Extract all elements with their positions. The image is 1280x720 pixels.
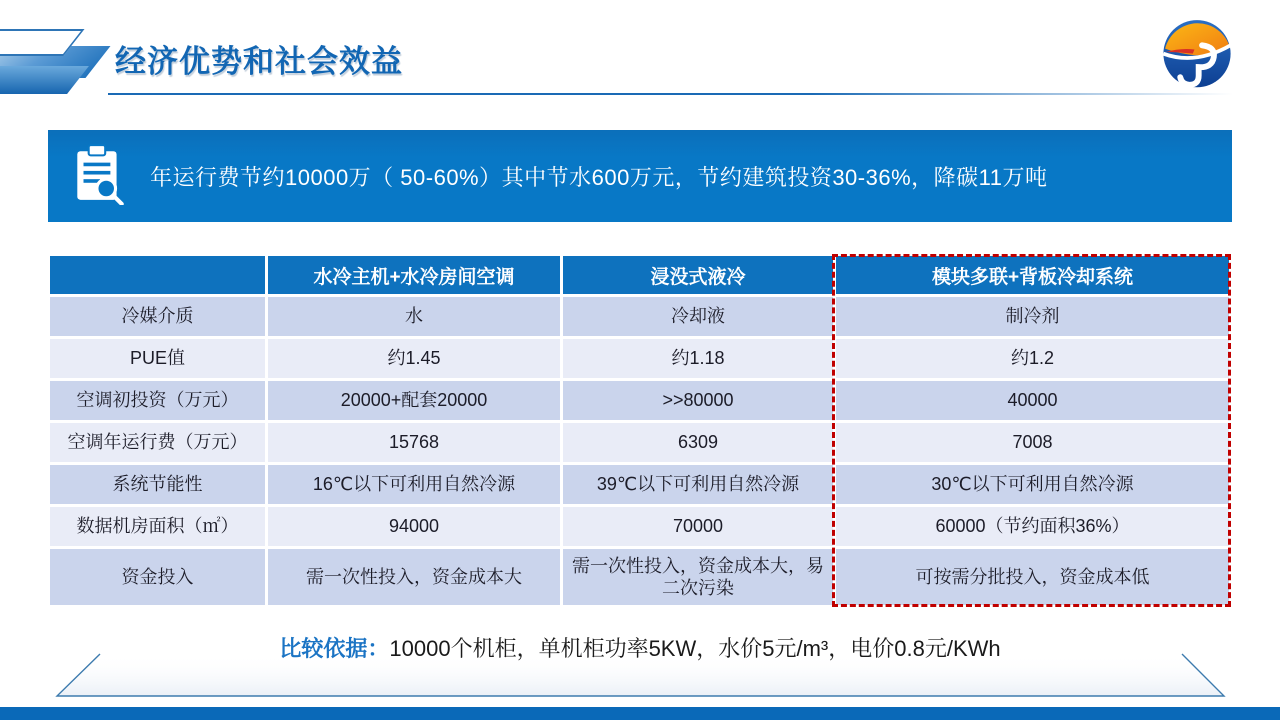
table-cell: 制冷剂	[836, 297, 1229, 336]
table-cell: 约1.2	[836, 339, 1229, 378]
row-label: 系统节能性	[50, 465, 265, 504]
table-cell: 15768	[268, 423, 560, 462]
table-row	[50, 465, 1229, 504]
table-row	[50, 549, 1229, 605]
clipboard-search-icon	[72, 143, 126, 210]
table-cell: 冷却液	[563, 297, 833, 336]
row-label: 资金投入	[50, 549, 265, 605]
table-cell: 40000	[836, 381, 1229, 420]
table-cell: 需一次性投入，资金成本大	[268, 549, 560, 605]
table-cell: 30℃以下可利用自然冷源	[836, 465, 1229, 504]
row-label: 数据机房面积（㎡）	[50, 507, 265, 546]
row-label: 空调年运行费（万元）	[50, 423, 265, 462]
table-header-cell-highlighted: 模块多联+背板冷却系统	[836, 256, 1229, 294]
table-cell: 需一次性投入，资金成本大，易二次污染	[563, 549, 833, 605]
table-row	[50, 339, 1229, 378]
table-cell: 20000+配套20000	[268, 381, 560, 420]
company-logo-icon	[1155, 10, 1239, 94]
row-label: 冷媒介质	[50, 297, 265, 336]
table-header-cell: 浸没式液冷	[563, 256, 833, 294]
table-header-cell: 水冷主机+水冷房间空调	[268, 256, 560, 294]
table-row	[50, 381, 1229, 420]
table-row	[50, 297, 1229, 336]
table-cell: 60000（节约面积36%）	[836, 507, 1229, 546]
banner-text: 年运行费节约10000万（ 50-60%）其中节水600万元，节约建筑投资30-36%，降碳11万吨	[150, 164, 1048, 190]
footnote	[0, 632, 1280, 663]
table-row	[50, 423, 1229, 462]
comparison-table	[47, 253, 1233, 608]
table-cell: 16℃以下可利用自然冷源	[268, 465, 560, 504]
header-divider	[108, 93, 1280, 95]
table-cell: 约1.45	[268, 339, 560, 378]
table-cell: 可按需分批投入，资金成本低	[836, 549, 1229, 605]
table-cell: 水	[268, 297, 560, 336]
row-label: PUE值	[50, 339, 265, 378]
table-cell: 70000	[563, 507, 833, 546]
summary-banner	[48, 130, 1232, 222]
table-cell: 6309	[563, 423, 833, 462]
table-cell: 7008	[836, 423, 1229, 462]
table-cell: >>80000	[563, 381, 833, 420]
table-cell: 39℃以下可利用自然冷源	[563, 465, 833, 504]
table-cell: 94000	[268, 507, 560, 546]
table-header-cell	[50, 256, 265, 294]
table-row	[50, 507, 1229, 546]
page-title: 经济优势和社会效益	[115, 44, 403, 79]
header-parallelogram-icon	[0, 66, 89, 94]
table-header-row	[50, 256, 1229, 294]
row-label: 空调初投资（万元）	[50, 381, 265, 420]
footnote-text: 10000个机柜，单机柜功率5KW，水价5元/m³，电价0.8元/KWh	[389, 636, 1001, 661]
bottom-bar	[0, 707, 1280, 720]
footnote-prefix: 比较依据：	[279, 636, 390, 661]
table-cell: 约1.18	[563, 339, 833, 378]
